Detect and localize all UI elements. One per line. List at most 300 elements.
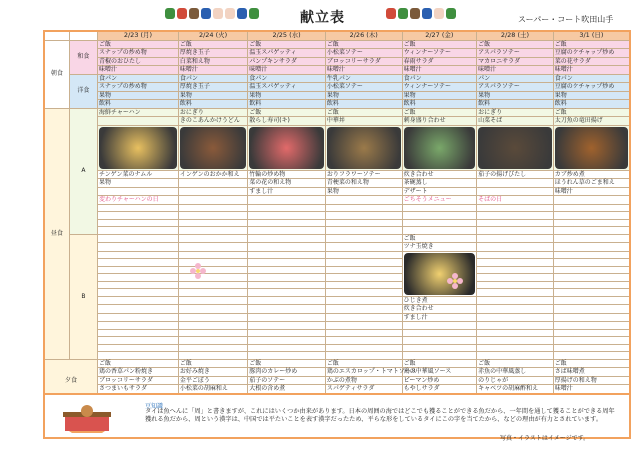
menu-item [402,322,477,330]
menu-item: 炊き合わせ [402,305,477,314]
menu-row [44,219,630,227]
menu-item [248,281,326,289]
menu-row [44,108,630,117]
menu-item [98,296,179,305]
menu-item: 果物 [402,91,477,100]
menu-item: 果物 [553,91,630,100]
menu-item [178,322,247,330]
menu-item [178,329,247,337]
menu-row [44,337,630,345]
menu-item [477,219,554,227]
menu-item [553,289,630,297]
box-icon [410,8,420,19]
menu-item [98,329,179,337]
pencil-icon [201,8,211,19]
menu-item [98,344,179,352]
menu-item: 金平ごぼう [178,376,247,385]
menu-item: すまし汁 [248,187,326,196]
menu-item [248,234,326,243]
menu-item: ブロッコリーサラダ [325,57,402,66]
box-icon [189,8,199,19]
menu-item: 果物 [325,187,402,196]
sub-label-a: A [69,108,97,234]
menu-item [477,227,554,235]
menu-row [44,266,630,274]
menu-row [44,57,630,66]
menu-item: ピーマン炒め [402,376,477,385]
menu-item [477,259,554,267]
food-photo [325,125,402,170]
menu-item: 炊き合わせ [402,170,477,179]
menu-item [325,313,402,322]
menu-item: 果物 [248,91,326,100]
menu-item: 温玉スパゲッティ [248,49,326,58]
menu-item [553,204,630,212]
menu-item [98,259,179,267]
special-day-label: そばの日 [477,196,554,205]
menu-row [44,313,630,322]
daruma-green-icon [165,8,175,19]
menu-item: 飲料 [325,100,402,109]
menu-item [98,204,179,212]
menu-item: 刺身盛り合わせ [402,117,477,126]
menu-row [44,274,630,282]
menu-item [98,234,179,243]
menu-item [248,289,326,297]
menu-item [248,259,326,267]
menu-item: 赤魚の中華風蒸し [477,368,554,377]
menu-item [553,305,630,314]
food-photo-image [404,253,476,295]
menu-item [553,329,630,337]
menu-item: ほうれん草のごま和え [553,179,630,188]
menu-item [325,344,402,352]
menu-row [44,49,630,58]
menu-item [477,337,554,345]
menu-item: 散らし寿司(キ) [248,117,326,126]
menu-item: 飲料 [248,100,326,109]
menu-item [325,296,402,305]
menu-item [477,204,554,212]
menu-item: ご飯 [325,108,402,117]
menu-item: 鶏の香草パン粉焼き [98,368,179,377]
menu-item: 茄子の揚げびたし [477,170,554,179]
menu-row [44,376,630,385]
menu-row [44,125,630,170]
menu-item [553,266,630,274]
menu-item: ブロッコリーサラダ [98,376,179,385]
menu-item: 厚焼き玉子 [178,83,247,92]
menu-row [44,40,630,49]
trivia-text: タイは魚へんに「周」と書きますが、これにはいくつか由来があります。日本の周囲の海ではどこでも獲ることができる魚だから、一年間を通して獲ることができる周年獲れる魚だから、周という漢字は、中国では平たいことを表す漢字だったため、平らな形をしているタイにこの字を当てたから、などの理由が有力とされています。 [145,408,615,423]
menu-item: 竹輪の炒め物 [248,170,326,179]
menu-item: かぶの煮物 [325,376,402,385]
menu-item: 豆腐のケチャップ炒め [553,49,630,58]
food-photo [553,125,630,170]
menu-item: 太刀魚の竜田揚げ [553,117,630,126]
menu-item: 厚揚げの和え物 [553,376,630,385]
menu-item [98,251,179,259]
menu-item: アスパラソテー [477,83,554,92]
menu-item: 厚焼き玉子 [178,49,247,58]
date-header: 2/28 (土) [477,31,554,40]
menu-item [248,329,326,337]
menu-item [553,196,630,205]
menu-item [178,196,247,205]
menu-item [248,274,326,282]
menu-item [98,187,179,196]
menu-item: マカロニサラダ [477,57,554,66]
menu-item: ご飯 [248,359,326,368]
menu-item [553,337,630,345]
menu-item: ご飯 [402,234,477,243]
menu-row [44,243,630,252]
page-title: 献立表 [300,10,345,26]
menu-item [325,329,402,337]
menu-item [178,337,247,345]
menu-item [553,243,630,252]
decoration-icons-right [386,8,456,19]
menu-item [178,251,247,259]
kotatsu-cat-icon [61,403,113,433]
menu-item [325,305,402,314]
menu-item: 茄子のソテー [248,376,326,385]
menu-item: のりじゃが [477,376,554,385]
menu-item [248,352,326,360]
menu-item [402,212,477,220]
menu-item [553,352,630,360]
header [0,0,640,30]
menu-item: 菜の花サラダ [553,57,630,66]
menu-item [477,313,554,322]
menu-item: 中華丼 [325,117,402,126]
menu-item: 大根の含め煮 [248,385,326,394]
menu-item [477,251,554,259]
menu-row [44,322,630,330]
menu-item: ご飯 [477,359,554,368]
menu-row [44,204,630,212]
menu-item [98,322,179,330]
sub-label-b: B [69,234,97,359]
menu-row [44,66,630,75]
menu-row [44,344,630,352]
menu-row [44,187,630,196]
menu-item [325,204,402,212]
menu-row [44,352,630,360]
menu-item: 食パン [178,74,247,83]
food-photo [402,251,477,296]
menu-item [325,212,402,220]
menu-item [178,219,247,227]
menu-item: 果物 [98,91,179,100]
menu-item [178,305,247,314]
menu-item [325,337,402,345]
meal-label-breakfast: 朝食 [44,40,69,108]
menu-item: 味噌汁 [553,385,630,394]
daruma-green-icon [249,8,259,19]
doll-icon [434,8,444,19]
meal-label-lunch: 昼食 [44,108,69,359]
menu-item: ウィンナーソテー [402,83,477,92]
menu-item: 牛乳パン [325,74,402,83]
date-header: 2/25 (水) [248,31,326,40]
menu-item: 海鮮チャーハン [98,108,179,117]
menu-item: ご飯 [178,40,247,49]
food-photo [477,125,554,170]
menu-item [98,243,179,252]
menu-item [402,337,477,345]
menu-item: スナップの炒め物 [98,49,179,58]
menu-item: すまし汁 [402,313,477,322]
menu-item: インゲンのおかか和え [178,170,247,179]
menu-item [477,322,554,330]
menu-item [477,243,554,252]
menu-item [178,212,247,220]
menu-item [248,204,326,212]
menu-item [553,212,630,220]
date-header: 2/23 (月) [98,31,179,40]
menu-item [553,313,630,322]
menu-item: アスパラソテー [477,49,554,58]
menu-item [98,117,179,126]
menu-item: ご飯 [248,108,326,117]
menu-item [98,289,179,297]
menu-item: チンゲン菜のナムル [98,170,179,179]
menu-item [98,313,179,322]
menu-item: ご飯 [325,359,402,368]
menu-item: デザート [402,187,477,196]
menu-item: ご飯 [178,359,247,368]
food-photo-image [99,127,177,169]
menu-item: 白菜和え物 [178,57,247,66]
menu-item: ウィンナーソテー [402,49,477,58]
menu-item [553,251,630,259]
menu-row [44,259,630,267]
menu-item: 味噌汁 [402,66,477,75]
menu-item: キャベツの胡麻酢和え [477,385,554,394]
menu-row [44,117,630,126]
menu-item: 鶏の中華風ソース [402,368,477,377]
menu-row [44,385,630,394]
pinwheel-icon [446,272,464,290]
food-photo [402,125,477,170]
menu-item [178,227,247,235]
menu-item: さば味噌煮 [553,368,630,377]
menu-row [44,100,630,109]
menu-item: 豚肉のカレー炒め [248,368,326,377]
menu-item [477,352,554,360]
menu-item: ご飯 [325,40,402,49]
menu-row [44,83,630,92]
menu-item [553,274,630,282]
pencil-icon [237,8,247,19]
menu-item [477,305,554,314]
menu-item [98,352,179,360]
menu-item: ひじき煮 [402,296,477,305]
menu-item: 青梗菜の和え物 [325,179,402,188]
menu-item [248,266,326,274]
menu-item [325,243,402,252]
menu-item [477,274,554,282]
menu-item: ご飯 [98,359,179,368]
menu-item [402,219,477,227]
menu-item: 味噌汁 [178,66,247,75]
sub-label-yo: 洋食 [69,74,97,108]
menu-item: 味噌汁 [98,66,179,75]
menu-item [98,219,179,227]
menu-item: 果物 [178,91,247,100]
menu-table [43,30,631,403]
menu-item: 飲料 [477,100,554,109]
menu-item: ツナ玉焼き [402,243,477,252]
menu-item: 鶏のエスカロップ・トマトソース [326,368,417,375]
menu-item [248,322,326,330]
special-day-label: ごちそうメニュー [402,196,477,205]
food-photo [178,125,247,170]
menu-item: 食パン [553,74,630,83]
menu-item [325,289,402,297]
menu-item [325,259,402,267]
decoration-icons-left [165,8,259,19]
menu-item: もやしサラダ [402,385,477,394]
menu-item [178,204,247,212]
date-header: 2/26 (木) [325,31,402,40]
menu-item [178,187,247,196]
menu-item: パン [477,74,554,83]
food-photo [248,125,326,170]
food-photo [98,125,179,170]
menu-item: 温玉スパゲッティ [248,83,326,92]
menu-item [248,305,326,314]
store-name: スーパー・コート吹田山手 [518,15,614,24]
pinwheel-icon [189,262,207,280]
menu-item: 食パン [98,74,179,83]
menu-item [477,344,554,352]
menu-item: 青椒のおひたし [98,57,179,66]
menu-row [44,305,630,314]
menu-item: 味噌汁 [248,66,326,75]
menu-item [325,352,402,360]
menu-item: カブ炒め煮 [553,170,630,179]
menu-item: ご飯 [553,359,630,368]
menu-item [553,227,630,235]
menu-item [553,219,630,227]
menu-item: きのこあんかけうどん [178,117,247,126]
menu-item [98,337,179,345]
food-photo-image [180,127,246,169]
food-photo-image [404,127,476,169]
menu-item [477,179,554,188]
menu-item: 果物 [477,91,554,100]
date-header: 2/27 (金) [402,31,477,40]
menu-item [553,281,630,289]
menu-item [248,227,326,235]
menu-item [325,322,402,330]
menu-item [248,219,326,227]
date-header: 3/1 (日) [553,31,630,40]
menu-item: ご飯 [553,40,630,49]
special-day-label: 変わりチャーハンの日 [98,196,179,205]
menu-item [553,234,630,243]
menu-item [178,234,247,243]
pencil-icon [422,8,432,19]
menu-item: 食パン [248,74,326,83]
menu-item [402,344,477,352]
menu-item: 小松菜ソテー [325,49,402,58]
menu-item: さつまいもサラダ [98,385,179,394]
daruma-green-icon [398,8,408,19]
menu-item [178,296,247,305]
menu-item [248,337,326,345]
menu-item [98,227,179,235]
menu-item: 味噌汁 [325,66,402,75]
menu-item [98,274,179,282]
date-header: 2/24 (火) [178,31,247,40]
menu-row [44,91,630,100]
menu-item: 味噌汁 [553,187,630,196]
menu-row [44,234,630,243]
menu-item: ご飯 [402,359,477,368]
menu-row [44,170,630,179]
menu-item: スパゲティサラダ [325,385,402,394]
menu-item [325,266,402,274]
menu-item [553,259,630,267]
menu-item [477,212,554,220]
menu-item [477,266,554,274]
menu-item [248,296,326,305]
menu-row [44,296,630,305]
menu-item [402,204,477,212]
menu-item: 山菜そば [477,117,554,126]
food-photo-image [555,127,628,169]
menu-item: 飲料 [178,100,247,109]
menu-row [44,281,630,289]
menu-item: 茶碗蒸し [402,179,477,188]
menu-item [248,243,326,252]
menu-item [248,212,326,220]
sub-label-wa: 和食 [69,40,97,74]
menu-item: 果物 [325,91,402,100]
menu-item [477,234,554,243]
menu-row [44,359,630,368]
menu-row [44,179,630,188]
menu-item [402,329,477,337]
menu-item [178,352,247,360]
trivia-heading: 豆知識 [145,403,164,410]
menu-row [44,251,630,259]
image-credit: 写真・イラストはイメージです。 [500,435,590,442]
menu-row [44,289,630,297]
menu-item [98,212,179,220]
menu-item [178,313,247,322]
menu-item [248,344,326,352]
menu-item [325,219,402,227]
menu-item: 春雨サラダ [402,57,477,66]
menu-item: パンプキンサラダ [248,57,326,66]
menu-item [553,296,630,305]
menu-row [44,329,630,337]
food-photo-image [327,127,401,169]
menu-item: 味噌汁 [477,66,554,75]
menu-item [477,289,554,297]
menu-row [44,212,630,220]
menu-row [44,196,630,205]
menu-item [178,243,247,252]
menu-item: ご飯 [98,40,179,49]
daruma-green-icon [446,8,456,19]
menu-item: 豆腐のケチャップ炒め [553,83,630,92]
menu-item [325,281,402,289]
